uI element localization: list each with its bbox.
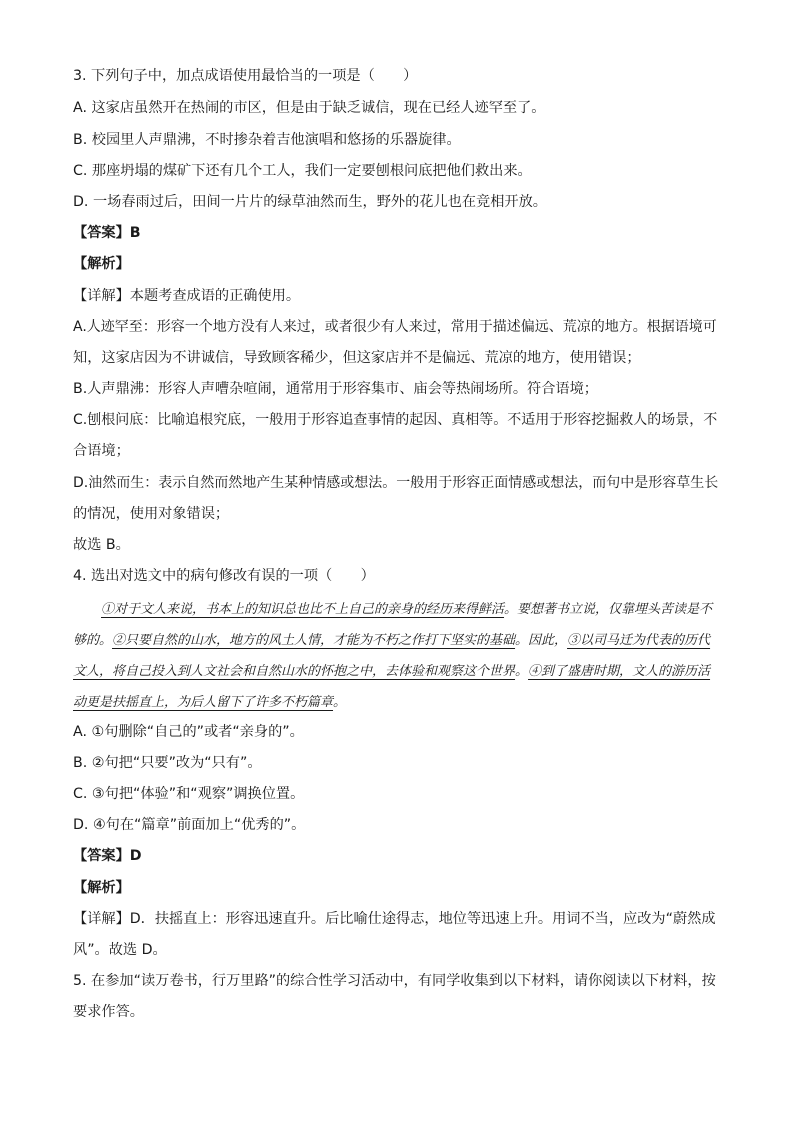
q4-detail-line: 【详解】D．扶摇直上：形容迅速直升。后比喻仕途得志，地位等迅速上升。用词不当，应改为“蔚然成: [73, 911, 716, 927]
q3-analysis-heading: 【解析】: [73, 256, 130, 272]
passage-text: 。: [515, 664, 529, 679]
passage-text: 。要想著书立说，仅靠埋头苦读是不够的。: [73, 602, 713, 648]
q4-option-a: A. ①句删除“自己的”或者“亲身的”。: [73, 724, 304, 740]
q4-option-d: D. ④句在“篇章”前面加上“优秀的”。: [73, 817, 306, 833]
q3-conclusion: 故选 B。: [73, 537, 130, 553]
q3-stem: 3. 下列句子中，加点成语使用最恰当的一项是（ ）: [73, 68, 418, 84]
q4-stem: 4. 选出对选文中的病句修改有误的一项（ ）: [73, 568, 375, 584]
q3-option-a: A. 这家店虽然开在热闹的市区，但是由于缺乏诚信，现在已经人迹罕至了。: [73, 100, 546, 116]
passage-sentence-3: ③以司马迁为代表的历代文人，将自己投入到人文社会和自然山水的怀抱之中，去体验和观察这个世界: [73, 633, 711, 679]
q3-detail-line: B.人声鼎沸：形容人声嘈杂喧闹，通常用于形容集市、庙会等热闹场所。符合语境；: [73, 381, 598, 397]
q4-detail-line: 风”。故选 D。: [73, 942, 167, 958]
q4-analysis-heading: 【解析】: [73, 880, 130, 896]
q3-answer: 【答案】B: [73, 225, 141, 241]
q4-option-b: B. ②句把“只要”改为“只有”。: [73, 755, 262, 771]
q4-passage: [73, 594, 723, 718]
q3-detail-line: 的情况，使用对象错误；: [73, 506, 230, 522]
passage-sentence-2: ②只要自然的山水，地方的风土人情，才能为不朽之作打下坚实的基础: [112, 633, 516, 648]
q3-detail-line: A.人迹罕至：形容一个地方没有人来过，或者很少有人来过，常用于描述偏远、荒凉的地方。根据语境可: [73, 319, 717, 335]
passage-text: 。因此，: [515, 633, 568, 648]
q5-stem-line: 5. 在参加“读万卷书，行万里路”的综合性学习活动中，有同学收集到以下材料，请你阅读以下材料，按: [73, 973, 716, 989]
passage-sentence-4: ④到了盛唐时期，文人的游历活动更是扶摇直上，为后人留下了许多不朽篇章: [73, 664, 711, 710]
q3-option-c: C. 那座坍塌的煤矿下还有几个工人，我们一定要刨根问底把他们救出来。: [73, 163, 532, 179]
q3-detail-intro: 【详解】本题考查成语的正确使用。: [73, 288, 301, 304]
q3-detail-line: 合语境；: [73, 443, 130, 459]
q4-option-c: C. ③句把“体验”和“观察”调换位置。: [73, 786, 305, 802]
q5-stem-line: 要求作答。: [73, 1004, 144, 1020]
passage-text: 。: [333, 695, 347, 710]
q3-option-d: D. 一场春雨过后，田间一片片的绿草油然而生，野外的花儿也在竞相开放。: [73, 194, 547, 210]
q3-option-b: B. 校园里人声鼎沸，不时掺杂着吉他演唱和悠扬的乐器旋律。: [73, 132, 461, 148]
q3-detail-line: 知，这家店因为不讲诚信，导致顾客稀少，但这家店并不是偏远、荒凉的地方，使用错误；: [73, 350, 641, 366]
passage-sentence-1: ①对于文人来说，书本上的知识总也比不上自己的亲身的经历来得鲜活: [101, 602, 505, 617]
q4-answer: 【答案】D: [73, 848, 142, 864]
q3-detail-line: C.刨根问底：比喻追根究底，一般用于形容追查事情的起因、真相等。不适用于形容挖掘救人的场景，不: [73, 412, 718, 428]
q3-detail-line: D.油然而生：表示自然而然地产生某种情感或想法。一般用于形容正面情感或想法，而句中是形容草生长: [73, 475, 719, 491]
